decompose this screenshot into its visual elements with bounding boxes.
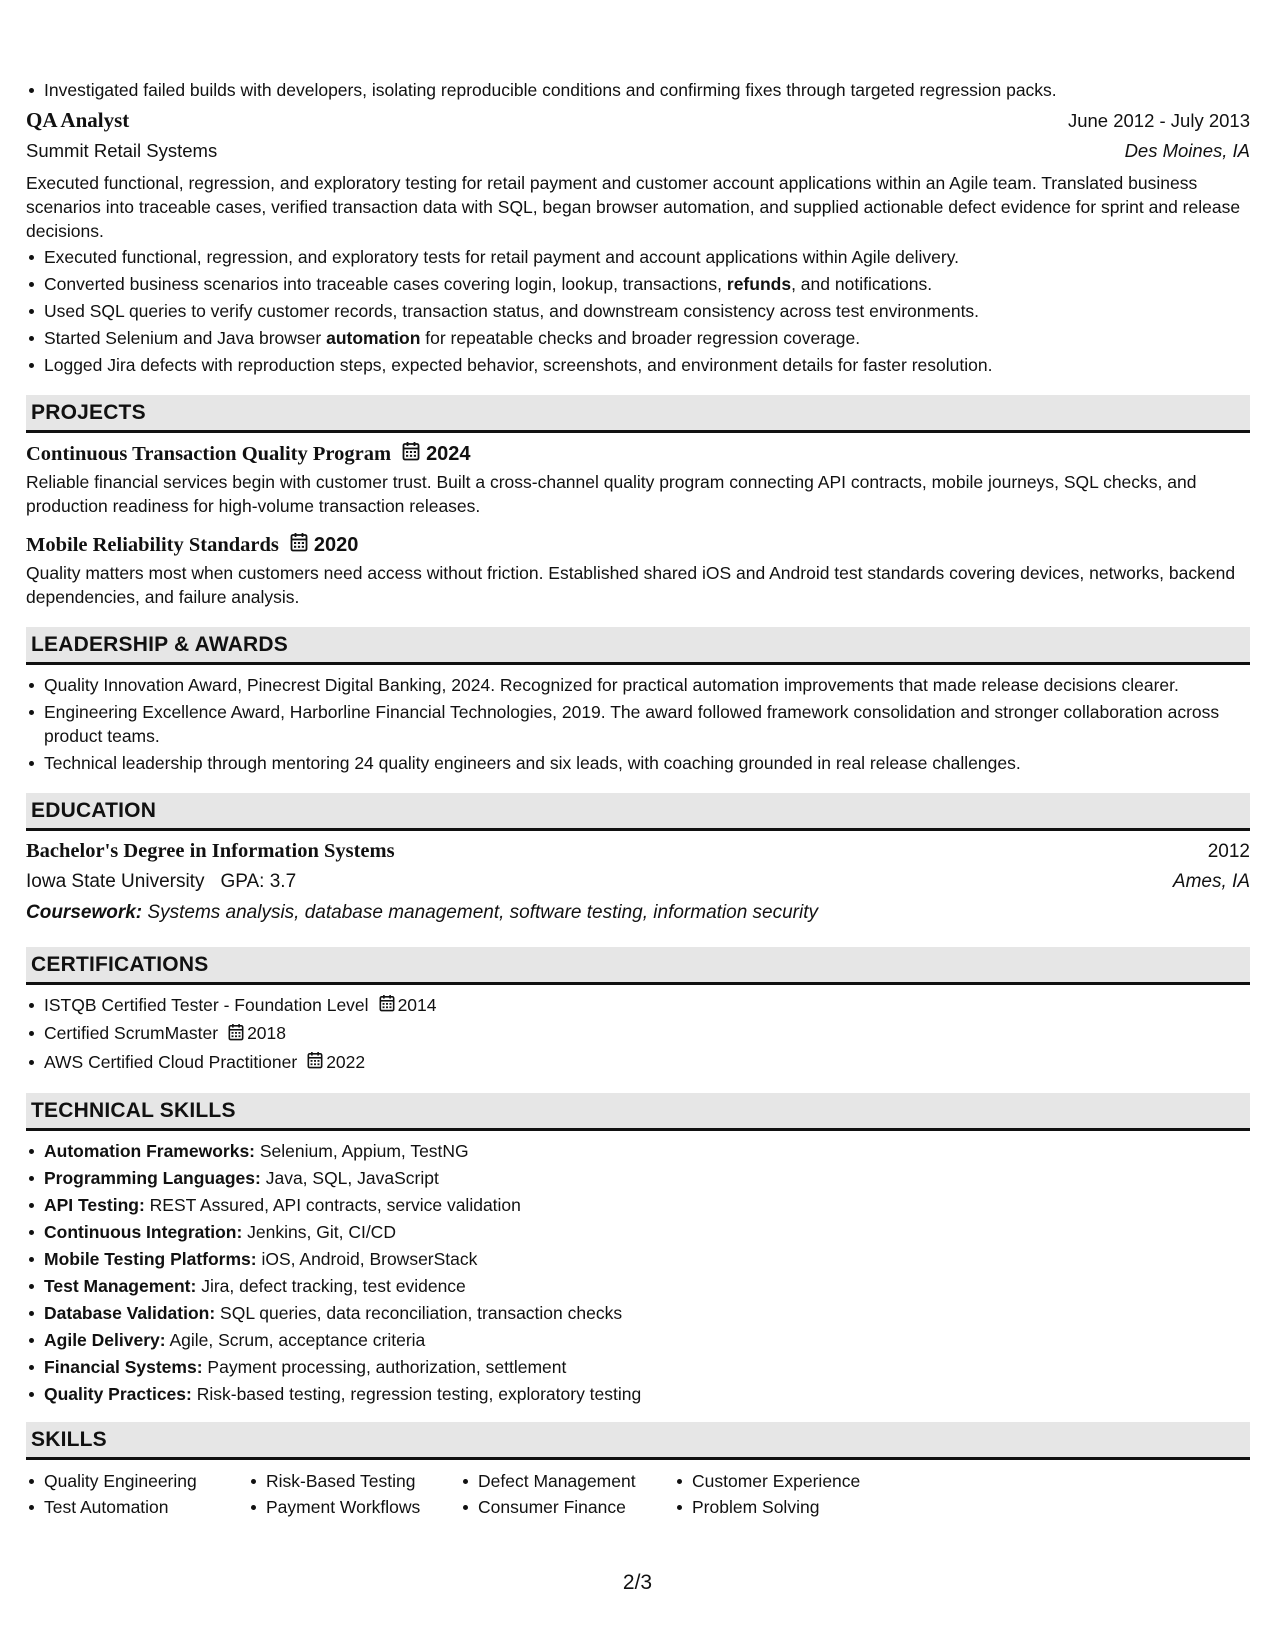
certification-year: 2018	[247, 1023, 287, 1044]
certification-name: AWS Certified Cloud Practitioner	[44, 1051, 298, 1072]
certifications-list	[26, 993, 1250, 1075]
skill-label: Continuous Integration:	[44, 1222, 243, 1243]
list-item	[26, 1274, 1250, 1298]
education-location: Ames, IA	[1172, 871, 1250, 892]
skill-item: Problem Solving	[674, 1494, 874, 1520]
education-year: 2012	[1207, 841, 1250, 862]
skill-label: Mobile Testing Platforms:	[44, 1249, 257, 1270]
education-gpa: GPA: 3.7	[220, 871, 297, 892]
education-coursework: Coursework: Systems analysis, database management, software testing, information security	[26, 902, 819, 923]
skill-value: Risk-based testing, regression testing, exploratory testing	[191, 1384, 642, 1405]
skills-grid	[26, 1468, 1250, 1520]
list-item: Used SQL queries to verify customer records, transaction status, and downstream consistency across test environments.	[26, 299, 1250, 323]
skill-value: Selenium, Appium, TestNG	[255, 1141, 469, 1162]
list-item: Logged Jira defects with reproduction steps, expected behavior, screenshots, and environment details for faster resolution.	[26, 353, 1250, 377]
project-description: Reliable financial services begin with customer trust. Built a cross-channel quality program connecting API contracts, mobile journeys, SQL checks, and production readiness for high-volume transaction releases.	[26, 472, 1197, 516]
certification-year: 2014	[397, 995, 437, 1015]
section-title-technical-skills: TECHNICAL SKILLS	[26, 1093, 1250, 1131]
section-title-leadership: LEADERSHIP & AWARDS	[26, 627, 1250, 665]
skill-value: SQL queries, data reconciliation, transaction checks	[215, 1303, 623, 1324]
calendar-icon	[290, 532, 308, 558]
skill-label: Database Validation:	[44, 1303, 216, 1324]
skill-value: iOS, Android, BrowserStack	[256, 1249, 478, 1270]
skill-value: Java, SQL, JavaScript	[260, 1168, 439, 1189]
calendar-icon	[402, 441, 420, 467]
list-item	[26, 1355, 1250, 1379]
list-item	[26, 1382, 1250, 1406]
page-number: 2/3	[622, 1571, 653, 1594]
list-item	[26, 1050, 1250, 1075]
list-item	[26, 1193, 1250, 1217]
skill-item: Consumer Finance	[460, 1494, 674, 1520]
list-item	[26, 1301, 1250, 1325]
skill-label: Agile Delivery:	[44, 1330, 166, 1351]
job-summary: Executed functional, regression, and exploratory testing for retail payment and customer account applications within an Agile team. Translated business scenarios into traceable cases, verified transaction data with SQL, began browser automation, and supplied actionable defect evidence for sprint and release decisions.	[26, 173, 1241, 241]
skill-label: Test Management:	[44, 1276, 197, 1297]
emphasis: refunds	[726, 274, 792, 294]
list-item	[26, 993, 1250, 1018]
list-item: Converted business scenarios into traceable cases covering login, lookup, transactions, refunds, and notifications.	[26, 272, 1250, 296]
skill-item: Customer Experience	[674, 1468, 874, 1494]
project-title: Continuous Transaction Quality Program	[26, 443, 392, 465]
skill-item: Defect Management	[460, 1468, 674, 1494]
job-bullet-list	[26, 245, 1250, 377]
skills-column	[248, 1468, 460, 1520]
skills-column	[26, 1468, 248, 1520]
certification-year: 2022	[326, 1051, 366, 1072]
skill-item: Quality Engineering	[26, 1468, 248, 1494]
certification-name: ISTQB Certified Tester - Foundation Level	[44, 995, 369, 1015]
calendar-icon	[228, 1023, 244, 1047]
list-item	[26, 1247, 1250, 1271]
emphasis: automation	[326, 328, 421, 348]
job-company: Summit Retail Systems	[26, 140, 218, 161]
resume-content	[26, 78, 1250, 1520]
skill-value: Jenkins, Git, CI/CD	[242, 1222, 396, 1243]
skill-value: REST Assured, API contracts, service validation	[144, 1195, 521, 1216]
project-title: Mobile Reliability Standards	[26, 534, 279, 556]
list-item	[26, 1220, 1250, 1244]
list-item: Started Selenium and Java browser automation for repeatable checks and broader regression coverage.	[26, 326, 1250, 350]
skill-label: Automation Frameworks:	[44, 1141, 255, 1162]
skill-value: Jira, defect tracking, test evidence	[196, 1276, 466, 1297]
leadership-list	[26, 673, 1250, 775]
list-item	[26, 1021, 1250, 1046]
section-title-certifications: CERTIFICATIONS	[26, 947, 1250, 985]
skill-value: Payment processing, authorization, settlement	[202, 1357, 567, 1378]
skills-column	[460, 1468, 674, 1520]
intro-bullet-list	[26, 78, 1250, 102]
calendar-icon	[379, 994, 395, 1018]
section-title-projects: PROJECTS	[26, 395, 1250, 433]
education-school: Iowa State University	[26, 871, 205, 892]
section-title-education: EDUCATION	[26, 793, 1250, 831]
skill-item: Payment Workflows	[248, 1494, 460, 1520]
list-item: Quality Innovation Award, Pinecrest Digital Banking, 2024. Recognized for practical automation improvements that made release decisions clearer.	[26, 673, 1250, 697]
section-title-skills: SKILLS	[26, 1422, 1250, 1460]
project-description: Quality matters most when customers need access without friction. Established shared iOS and Android test standards covering devices, networks, backend dependencies, and failure analysis.	[26, 563, 1236, 607]
list-item: Executed functional, regression, and exploratory tests for retail payment and account applications within Agile delivery.	[26, 245, 1250, 269]
education-entry	[26, 839, 1250, 925]
technical-skills-list	[26, 1139, 1250, 1406]
job-title: QA Analyst	[26, 108, 130, 132]
project-entry	[26, 441, 1250, 518]
list-item: Investigated failed builds with developers, isolating reproducible conditions and confirming fixes through targeted regression packs.	[26, 78, 1250, 102]
job-entry	[26, 108, 1250, 377]
project-year: 2024	[426, 443, 471, 465]
skill-item: Test Automation	[26, 1494, 248, 1520]
list-item	[26, 1139, 1250, 1163]
skill-label: Quality Practices:	[44, 1384, 192, 1405]
project-entry	[26, 532, 1250, 609]
skill-label: API Testing:	[44, 1195, 145, 1216]
list-item: Technical leadership through mentoring 24 quality engineers and six leads, with coaching grounded in real release challenges.	[26, 751, 1250, 775]
education-degree: Bachelor's Degree in Information Systems	[26, 840, 395, 862]
skills-column	[674, 1468, 874, 1520]
skill-item: Risk-Based Testing	[248, 1468, 460, 1494]
list-item	[26, 1166, 1250, 1190]
skill-label: Financial Systems:	[44, 1357, 203, 1378]
calendar-icon	[307, 1051, 323, 1075]
job-dates: June 2012 - July 2013	[1067, 110, 1250, 131]
job-location: Des Moines, IA	[1124, 140, 1250, 161]
certification-name: Certified ScrumMaster	[44, 1023, 219, 1044]
list-item: Engineering Excellence Award, Harborline Financial Technologies, 2019. The award followed framework consolidation and stronger collaboration across product teams.	[26, 700, 1250, 748]
skill-label: Programming Languages:	[44, 1168, 261, 1189]
project-year: 2020	[313, 534, 359, 556]
list-item	[26, 1328, 1250, 1352]
skill-value: Agile, Scrum, acceptance criteria	[165, 1330, 426, 1351]
